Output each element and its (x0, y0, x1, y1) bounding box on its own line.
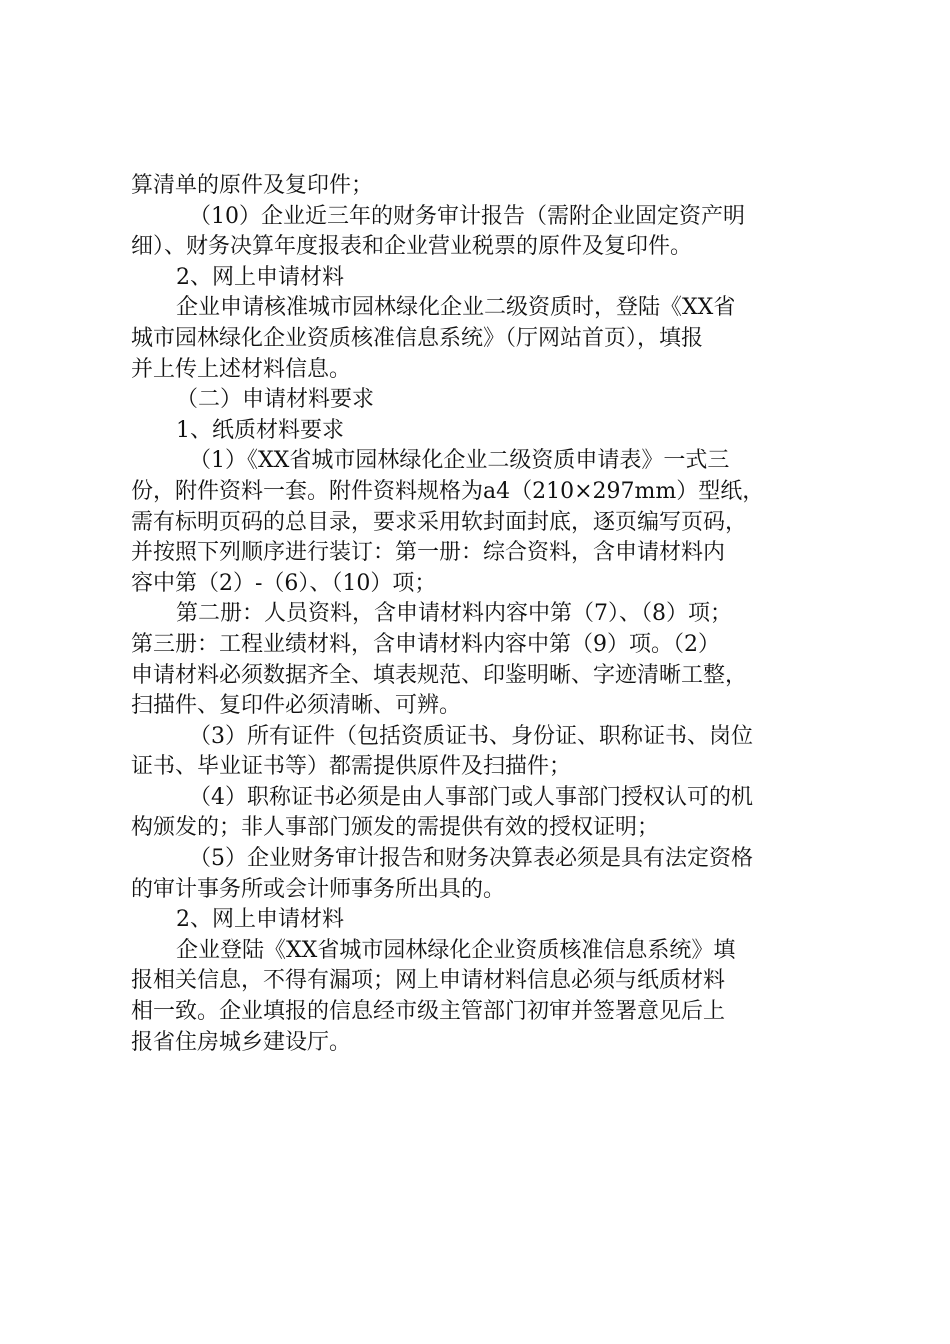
text-line: （4）职称证书必须是由人事部门或人事部门授权认可的机 (189, 784, 753, 810)
text-line: （10）企业近三年的财务审计报告（需附企业固定资产明 (189, 203, 745, 229)
text-line: 1、纸质材料要求 (176, 417, 344, 443)
text-line: 企业申请核准城市园林绿化企业二级资质时，登陆《XX省 (176, 295, 736, 321)
text-line: （二）申请材料要求 (176, 387, 375, 413)
text-line: 构颁发的；非人事部门颁发的需提供有效的授权证明； (131, 815, 660, 841)
text-line: 2、网上申请材料 (176, 907, 344, 933)
text-line: 相一致。企业填报的信息经市级主管部门初审并签署意见后上 (131, 999, 726, 1025)
text-line: 城市园林绿化企业资质核准信息系统》（厅网站首页），填报 (131, 325, 704, 351)
text-line: 容中第（2）-（6）、（10）项； (131, 570, 437, 596)
text-line: （3）所有证件（包括资质证书、身份证、职称证书、岗位 (189, 723, 753, 749)
text-line: 份，附件资料一套。附件资料规格为a4（210×297mm）型纸， (131, 478, 765, 504)
text-line: 证书、毕业证书等）都需提供原件及扫描件； (131, 754, 572, 780)
text-line: 第二册：人员资料，含申请材料内容中第（7）、（8）项； (176, 601, 732, 627)
text-line: （1）《XX省城市园林绿化企业二级资质申请表》一式三 (189, 448, 730, 474)
text-line: 报相关信息，不得有漏项；网上申请材料信息必须与纸质材料 (131, 968, 726, 994)
text-line: 需有标明页码的总目录，要求采用软封面封底，逐页编写页码， (131, 509, 748, 535)
text-line: 算清单的原件及复印件； (131, 173, 374, 198)
text-line: 细）、财务决算年度报表和企业营业税票的原件及复印件。 (131, 234, 693, 260)
text-line: 申请材料必须数据齐全、填表规范、印鉴明晰、字迹清晰工整， (131, 662, 748, 688)
text-line: 并按照下列顺序进行装订：第一册：综合资料，含申请材料内 (131, 540, 726, 566)
text-line: 第三册：工程业绩材料，含申请材料内容中第（9）项。（2） (131, 631, 720, 657)
document-body (131, 171, 841, 1058)
text-line: （5）企业财务审计报告和财务决算表必须是具有法定资格 (189, 846, 753, 872)
text-line: 报省住房城乡建设厅。 (131, 1029, 352, 1055)
text-line: 并上传上述材料信息。 (131, 356, 352, 382)
text-line: 的审计事务所或会计师事务所出具的。 (131, 876, 506, 902)
text-line: 扫描件、复印件必须清晰、可辨。 (131, 693, 462, 719)
text-line: 企业登陆《XX省城市园林绿化企业资质核准信息系统》填 (176, 937, 736, 963)
text-line: 2、网上申请材料 (176, 264, 344, 290)
